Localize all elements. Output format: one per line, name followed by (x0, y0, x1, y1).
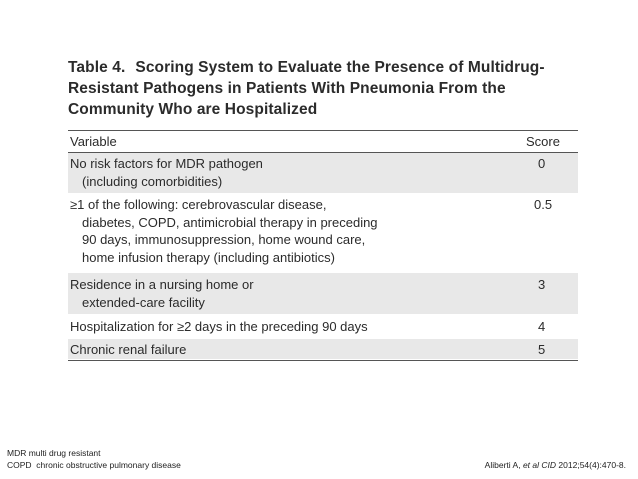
row-2-score: 0.5 (534, 197, 553, 212)
row-4-score: 4 (538, 319, 546, 334)
footnotes (7, 447, 181, 471)
citation-journal: CID (541, 460, 557, 470)
row-3-line-2: extended-care facility (82, 294, 205, 310)
row-1-line-1: No risk factors for MDR pathogen (70, 156, 263, 171)
row-2-line-4: home infusion therapy (including antibiotics) (82, 249, 335, 265)
header-score: Score (526, 134, 560, 149)
citation (485, 459, 626, 471)
footnote-copd: COPD chronic obstructive pulmonary disease (7, 460, 181, 470)
table-row (70, 155, 530, 190)
table-bottom-rule (68, 360, 578, 361)
row-2-line-1: ≥1 of the following: cerebrovascular disease, (70, 197, 327, 212)
table-caption (68, 57, 578, 120)
row-1-score: 0 (538, 156, 546, 171)
row-2-line-3: 90 days, immunosuppression, home wound care, (82, 232, 366, 248)
row-5-line-1: Chronic renal failure (70, 342, 187, 357)
row-5-score: 5 (538, 342, 546, 357)
citation-authors: Aliberti A, (484, 460, 521, 470)
caption-text: Scoring System to Evaluate the Presence of Multidrug-Resistant Pathogens in Patients With Pneumonia From the Community Who are Hospitalized (68, 59, 545, 118)
footnote-mdr: MDR multi drug resistant (7, 448, 101, 458)
table-row (70, 318, 530, 336)
table-row (70, 276, 530, 311)
row-4-line-1: Hospitalization for ≥2 days in the preceding 90 days (70, 319, 368, 334)
caption-label: Table 4. (68, 59, 126, 76)
row-3-score: 3 (538, 277, 546, 292)
row-3-line-1: Residence in a nursing home or (70, 277, 254, 292)
citation-details: 2012;54(4):470-8. (558, 460, 626, 470)
row-2-line-2: diabetes, COPD, antimicrobial therapy in preceding (82, 214, 378, 230)
table-row (70, 196, 530, 266)
header-top-rule (68, 130, 578, 131)
citation-etal: et al (522, 460, 540, 470)
row-1-line-2: (including comorbidities) (82, 173, 223, 189)
table-row (70, 341, 530, 359)
header-variable: Variable (70, 134, 117, 149)
table-image (58, 55, 583, 433)
